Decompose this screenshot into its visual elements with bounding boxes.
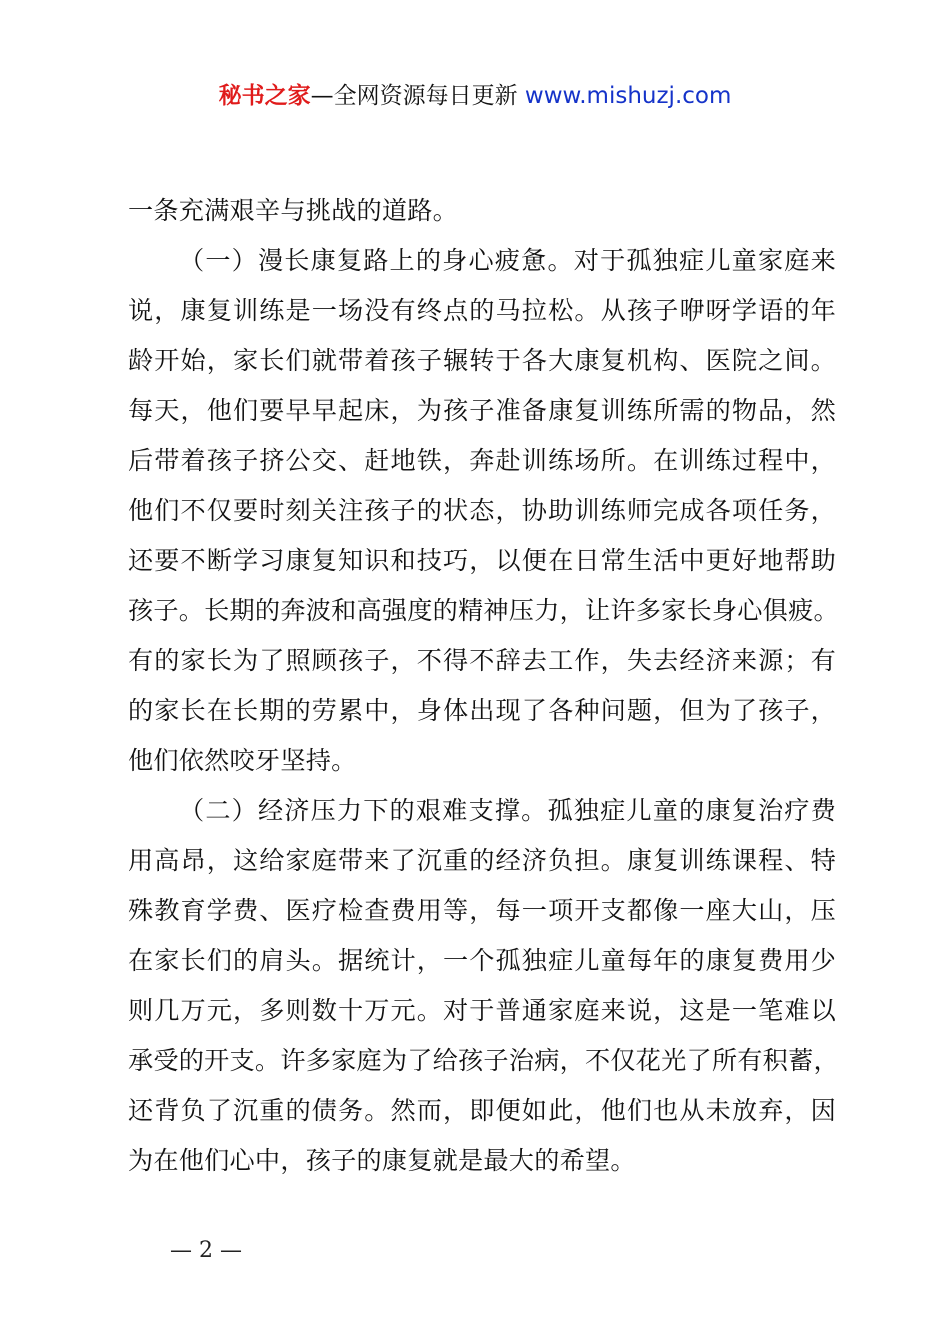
text-line: 孩子。长期的奔波和高强度的精神压力，让许多家长身心俱疲。 <box>128 596 839 625</box>
site-url-link[interactable]: www.mishuzj.com <box>517 83 732 109</box>
text-line: 还要不断学习康复知识和技巧，以便在日常生活中更好地帮助 <box>128 546 836 575</box>
text-line: 他们不仅要时刻关注孩子的状态，协助训练师完成各项任务， <box>128 496 836 525</box>
text-line: 殊教育学费、医疗检查费用等，每一项开支都像一座大山，压 <box>128 896 836 925</box>
section-heading-line: （二）经济压力下的艰难支撑。孤独症儿童的康复治疗费 <box>179 796 836 825</box>
document-body <box>128 186 839 1186</box>
text-line: 龄开始，家长们就带着孩子辗转于各大康复机构、医院之间。 <box>128 346 836 375</box>
text-line: 用高昂，这给家庭带来了沉重的经济负担。康复训练课程、特 <box>128 846 836 875</box>
text-line: 一条充满艰辛与挑战的道路。 <box>128 196 459 225</box>
page-number: — 2 — <box>170 1238 242 1263</box>
text-line: 每天，他们要早早起床，为孩子准备康复训练所需的物品，然 <box>128 396 836 425</box>
text-line: 为在他们心中，孩子的康复就是最大的希望。 <box>128 1146 636 1175</box>
section-heading-line: （一）漫长康复路上的身心疲惫。对于孤独症儿童家庭来 <box>179 246 836 275</box>
text-line: 还背负了沉重的债务。然而，即便如此，他们也从未放弃，因 <box>128 1096 836 1125</box>
text-line: 后带着孩子挤公交、赶地铁，奔赴训练场所。在训练过程中， <box>128 446 836 475</box>
site-slogan: —全网资源每日更新 <box>310 83 518 109</box>
text-line: 则几万元，多则数十万元。对于普通家庭来说，这是一笔难以 <box>128 996 836 1025</box>
text-line: 有的家长为了照顾孩子，不得不辞去工作，失去经济来源；有 <box>128 646 836 675</box>
text-line: 承受的开支。许多家庭为了给孩子治病，不仅花光了所有积蓄， <box>128 1046 839 1075</box>
text-line: 他们依然咬牙坚持。 <box>128 746 357 775</box>
text-line: 在家长们的肩头。据统计，一个孤独症儿童每年的康复费用少 <box>128 946 836 975</box>
site-header <box>0 80 950 112</box>
site-brand: 秘书之家 <box>218 83 311 109</box>
text-line: 说，康复训练是一场没有终点的马拉松。从孩子咿呀学语的年 <box>128 296 836 325</box>
text-line: 的家长在长期的劳累中，身体出现了各种问题，但为了孩子， <box>128 696 836 725</box>
